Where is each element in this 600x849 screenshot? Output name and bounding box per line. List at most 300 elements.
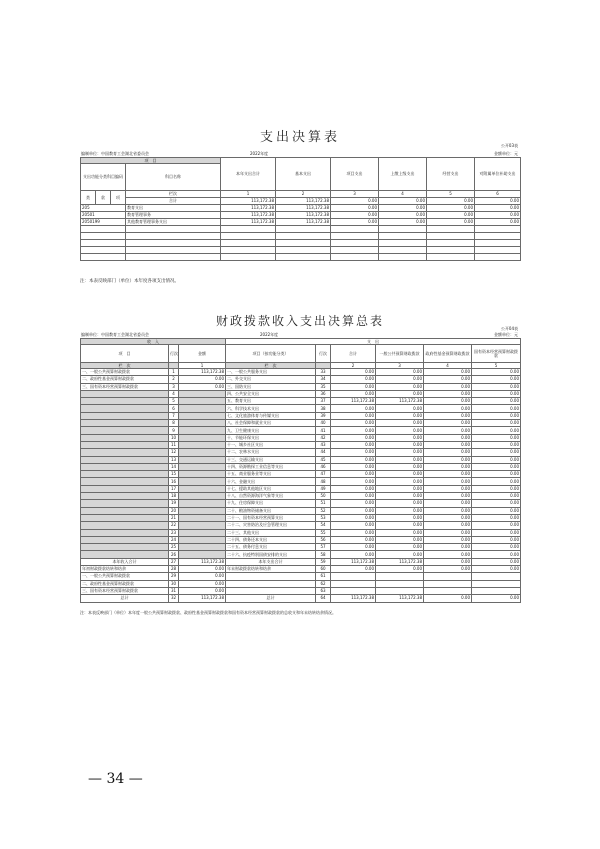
table-row — [81, 434, 521, 441]
fiscal-summary-table — [80, 338, 521, 603]
cell: 0.00 — [475, 205, 521, 212]
blank-cell — [81, 449, 169, 456]
blank-cell — [81, 514, 169, 521]
row-label: 栏次 — [126, 191, 221, 198]
expense-value: 0.00 — [331, 412, 376, 419]
expense-label: 十九、住房保障支出 — [226, 500, 316, 507]
row-no: 19 — [169, 500, 179, 507]
expense-value: 0.00 — [472, 507, 521, 514]
cell: 0.00 — [331, 219, 379, 226]
table-row — [81, 529, 521, 536]
row-no: 15 — [169, 471, 179, 478]
grand-total-label: 总计 — [81, 595, 169, 602]
blank-cell — [81, 536, 169, 543]
expense-label: 二十一、国有资本经营预算支出 — [226, 514, 316, 521]
col-fund: 政府性基金预算财政拨款 — [424, 345, 472, 363]
carry-out-value: 0.00 — [472, 566, 521, 573]
header-business: 经营支出 — [427, 158, 475, 191]
blank-cell — [179, 441, 226, 448]
expense-value: 0.00 — [376, 514, 424, 521]
row-no: 26 — [169, 551, 179, 558]
blank-cell — [81, 529, 169, 536]
row-no: 31 — [169, 587, 179, 594]
fiscal-summary-body — [81, 339, 521, 603]
expense-value: 0.00 — [424, 427, 472, 434]
cell: 0.00 — [331, 205, 379, 212]
blank-cell — [179, 456, 226, 463]
col-num: 5 — [472, 363, 521, 369]
expense-value: 0.00 — [376, 369, 424, 376]
expense-label: 一、一般公共服务支出 — [226, 369, 316, 376]
row-no: 58 — [316, 551, 331, 558]
carry-out-value — [331, 573, 376, 580]
year-label: 2022年度 — [260, 332, 279, 337]
expense-value: 0.00 — [331, 471, 376, 478]
expense-label: 二十二、灾害防治及应急管理支出 — [226, 522, 316, 529]
expense-value: 0.00 — [376, 449, 424, 456]
blank-cell — [179, 507, 226, 514]
carry-out-value — [472, 580, 521, 587]
cell: 113,172.38 — [221, 212, 276, 219]
table-note: 注：本表反映部门（单位）本年度一般公共预算财政拨款、政府性基金预算财政拨款和国有资本经营预算财政拨款的总收支和年末结转结余情况。 — [80, 610, 336, 615]
income-amount: 0.00 — [179, 383, 226, 390]
row-no: 13 — [169, 456, 179, 463]
col-amount: 金额 — [179, 345, 226, 363]
expense-value: 0.00 — [424, 544, 472, 551]
table-row — [81, 390, 521, 397]
expense-label: 三、国防支出 — [226, 383, 316, 390]
table-row — [81, 212, 521, 219]
expenditure-table-section — [80, 120, 520, 290]
expense-value: 0.00 — [331, 441, 376, 448]
header-upper: 上缴上级支出 — [379, 158, 427, 191]
expense-value: 0.00 — [472, 434, 521, 441]
row-no: 16 — [169, 478, 179, 485]
expense-value: 0.00 — [376, 420, 424, 427]
expense-value: 0.00 — [472, 420, 521, 427]
table-row — [81, 420, 521, 427]
blank-cell — [179, 434, 226, 441]
row-no: 39 — [316, 412, 331, 419]
expense-label: 十六、金融支出 — [226, 478, 316, 485]
expense-label: 二十三、其他支出 — [226, 529, 316, 536]
carry-out-label — [226, 580, 316, 587]
col-state: 国有资本经营预算财政拨款 — [472, 345, 521, 363]
table-row — [81, 493, 521, 500]
expense-value: 0.00 — [472, 376, 521, 383]
table-row — [81, 573, 521, 580]
cell: 113,172.38 — [276, 219, 331, 226]
expense-value: 0.00 — [331, 514, 376, 521]
row-no: 8 — [169, 420, 179, 427]
grand-total-value: 113,172.38 — [331, 595, 376, 602]
expense-value: 0.00 — [376, 544, 424, 551]
expense-value: 0.00 — [472, 405, 521, 412]
blank-cell — [81, 420, 169, 427]
expense-value: 0.00 — [424, 471, 472, 478]
grand-total-label: 总计 — [226, 595, 316, 602]
row-no: 51 — [316, 500, 331, 507]
expense-value: 0.00 — [472, 369, 521, 376]
row-no: 56 — [316, 536, 331, 543]
blank-cell — [81, 463, 169, 470]
expense-label: 十七、援助其他地区支出 — [226, 485, 316, 492]
row-no: 53 — [316, 514, 331, 521]
row-no: 2 — [169, 376, 179, 383]
unit-label: 编制单位：中国教育工会湖北省委员会 — [81, 151, 149, 156]
expense-value: 0.00 — [376, 427, 424, 434]
blank-cell — [179, 536, 226, 543]
blank-cell — [179, 522, 226, 529]
carry-out-label — [226, 587, 316, 594]
income-total-amount: 113,172.38 — [179, 558, 226, 565]
subject-name: 其他教育管理事务支出 — [126, 219, 221, 226]
row-no: 57 — [316, 544, 331, 551]
grand-total-value: 113,172.38 — [376, 595, 424, 602]
expense-value: 0.00 — [472, 390, 521, 397]
blank-cell — [81, 478, 169, 485]
expense-value: 0.00 — [424, 383, 472, 390]
carry-in-label: 年初财政拨款结转和结余 — [81, 566, 169, 573]
expense-value: 0.00 — [424, 369, 472, 376]
header-project: 项 目 — [81, 158, 221, 164]
expense-value: 0.00 — [331, 544, 376, 551]
subject-name: 教育管理事务 — [126, 212, 221, 219]
row-no: 9 — [169, 427, 179, 434]
expense-value: 0.00 — [376, 434, 424, 441]
cell: 0.00 — [331, 212, 379, 219]
blank-cell — [179, 427, 226, 434]
expense-value: 0.00 — [376, 412, 424, 419]
row-no: 25 — [169, 544, 179, 551]
expense-value: 0.00 — [331, 369, 376, 376]
expense-value: 0.00 — [376, 376, 424, 383]
col-num: 3 — [331, 191, 379, 198]
cell: 0.00 — [427, 205, 475, 212]
expense-label: 二十、粮油物资储备支出 — [226, 507, 316, 514]
expense-label: 二、外交支出 — [226, 376, 316, 383]
cell: 113,172.38 — [276, 212, 331, 219]
expense-label: 十五、商业服务业等支出 — [226, 471, 316, 478]
table-row — [81, 587, 521, 594]
row-no: 29 — [169, 573, 179, 580]
total-cell: 0.00 — [427, 198, 475, 205]
table-row — [81, 398, 521, 405]
header-project-exp: 项目支出 — [331, 158, 379, 191]
page-number: — 34 — — [88, 771, 143, 787]
cell: 0.00 — [475, 212, 521, 219]
expenditure-table — [80, 157, 521, 261]
blank-cell — [81, 500, 169, 507]
blank-cell — [179, 493, 226, 500]
expense-value: 0.00 — [331, 427, 376, 434]
expense-label: 六、科学技术支出 — [226, 405, 316, 412]
carry-in-amount: 0.00 — [179, 566, 226, 573]
cell: 0.00 — [427, 212, 475, 219]
row-no: 64 — [316, 595, 331, 602]
row-no: 24 — [169, 536, 179, 543]
blank-cell — [179, 514, 226, 521]
expense-value: 0.00 — [376, 522, 424, 529]
carry-out-value — [424, 587, 472, 594]
blank-cell — [81, 471, 169, 478]
expense-value: 0.00 — [472, 514, 521, 521]
row-no: 32 — [169, 595, 179, 602]
expense-value: 0.00 — [472, 485, 521, 492]
row-no: 59 — [316, 558, 331, 565]
table-row — [81, 441, 521, 448]
empty-row — [81, 240, 521, 247]
row-no: 44 — [316, 449, 331, 456]
carry-out-value — [331, 580, 376, 587]
expense-value: 0.00 — [472, 500, 521, 507]
money-unit: 金额单位：元 — [494, 151, 518, 156]
expense-label: 二十六、抗疫特别国债安排的支出 — [226, 551, 316, 558]
expense-label: 十、节能环保支出 — [226, 434, 316, 441]
header-total: 本年支出合计 — [221, 158, 276, 191]
expense-value: 0.00 — [331, 463, 376, 470]
expense-label: 五、教育支出 — [226, 398, 316, 405]
table-row — [81, 500, 521, 507]
blank-cell — [81, 427, 169, 434]
col-num: 4 — [424, 363, 472, 369]
total-label: 合计 — [126, 198, 221, 205]
carry-in-label: 一、一般公共预算财政拨款 — [81, 573, 169, 580]
row-no: 40 — [316, 420, 331, 427]
table-row — [81, 427, 521, 434]
blank-cell — [179, 449, 226, 456]
expense-value: 0.00 — [331, 536, 376, 543]
carry-in-label: 二、政府性基金预算财政拨款 — [81, 580, 169, 587]
total-cell: 0.00 — [379, 198, 427, 205]
header-subsidy: 对附属单位补助支出 — [475, 158, 521, 191]
expense-total-value: 0.00 — [472, 558, 521, 565]
expense-value: 0.00 — [472, 463, 521, 470]
row-no: 54 — [316, 522, 331, 529]
carry-in-label: 三、国有资本经营预算财政拨款 — [81, 587, 169, 594]
table-row — [81, 471, 521, 478]
expense-value: 0.00 — [424, 420, 472, 427]
carry-out-label: 年末财政拨款结转和结余 — [226, 566, 316, 573]
expenditure-table-title: 支出决算表 — [259, 130, 340, 145]
expense-value: 0.00 — [331, 478, 376, 485]
expense-label: 十四、资源勘探工业信息等支出 — [226, 463, 316, 470]
income-amount: 113,172.38 — [179, 369, 226, 376]
table-row — [81, 566, 521, 573]
cell: 0.00 — [379, 219, 427, 226]
cell: 0.00 — [379, 212, 427, 219]
cell: 113,172.38 — [276, 205, 331, 212]
subject-code: 20501 — [81, 212, 126, 219]
blank-cell — [179, 420, 226, 427]
expense-value: 0.00 — [331, 551, 376, 558]
carry-out-value: 0.00 — [331, 566, 376, 573]
expense-label: 八、社会保障和就业支出 — [226, 420, 316, 427]
expense-value: 0.00 — [472, 478, 521, 485]
total-cell: 113,172.38 — [221, 198, 276, 205]
expense-value: 0.00 — [331, 529, 376, 536]
expense-label: 二十五、债务付息支出 — [226, 544, 316, 551]
row-no: 3 — [169, 383, 179, 390]
expense-value: 0.00 — [331, 434, 376, 441]
header-func-class: 支出功能分类科目编码 — [81, 164, 126, 191]
income-label: 二、政府性基金预算财政拨款 — [81, 376, 169, 383]
carry-in-amount: 0.00 — [179, 573, 226, 580]
expense-label: 四、公共安全支出 — [226, 390, 316, 397]
table-row — [81, 478, 521, 485]
row-no: 35 — [316, 383, 331, 390]
expense-label: 十一、城乡社区支出 — [226, 441, 316, 448]
expense-value: 0.00 — [424, 536, 472, 543]
expense-value: 0.00 — [424, 405, 472, 412]
blank-cell — [179, 398, 226, 405]
expense-value: 0.00 — [472, 383, 521, 390]
expense-value: 0.00 — [472, 456, 521, 463]
carry-in-amount: 0.00 — [179, 580, 226, 587]
empty-row — [81, 233, 521, 240]
expense-value: 0.00 — [331, 405, 376, 412]
expense-value: 0.00 — [331, 522, 376, 529]
expense-value: 0.00 — [424, 500, 472, 507]
expense-value: 0.00 — [376, 405, 424, 412]
expense-value: 0.00 — [424, 376, 472, 383]
expense-label: 七、文化旅游体育与传媒支出 — [226, 412, 316, 419]
expense-total-value: 0.00 — [424, 558, 472, 565]
blank-cell — [81, 522, 169, 529]
expense-value: 0.00 — [472, 398, 521, 405]
expense-label: 十二、农林水支出 — [226, 449, 316, 456]
blank-cell — [81, 493, 169, 500]
row-no: 55 — [316, 529, 331, 536]
total-cell: 0.00 — [331, 198, 379, 205]
blank-cell — [179, 405, 226, 412]
form-code: 公开03表 — [500, 143, 518, 148]
expense-value: 0.00 — [424, 390, 472, 397]
empty-row — [81, 247, 521, 254]
expense-value: 0.00 — [424, 493, 472, 500]
expense-value: 0.00 — [331, 449, 376, 456]
blank-cell — [81, 405, 169, 412]
col-num: 2 — [331, 363, 376, 369]
row-no: 60 — [316, 566, 331, 573]
row-no: 10 — [169, 434, 179, 441]
blank-cell — [179, 500, 226, 507]
header-basic: 基本支出 — [276, 158, 331, 191]
subject-name: 教育支出 — [126, 205, 221, 212]
row-no: 21 — [169, 514, 179, 521]
col-num: 1 — [179, 363, 226, 369]
expense-value: 0.00 — [331, 485, 376, 492]
expense-value: 0.00 — [376, 507, 424, 514]
expense-value: 0.00 — [472, 529, 521, 536]
expense-value: 0.00 — [472, 536, 521, 543]
table-row — [81, 405, 521, 412]
header-kuan: 款 — [96, 191, 111, 205]
expense-value: 0.00 — [472, 449, 521, 456]
table-row — [81, 369, 521, 376]
blank-cell — [179, 412, 226, 419]
expense-value: 0.00 — [331, 376, 376, 383]
expense-total-value: 113,172.38 — [331, 558, 376, 565]
expense-value: 0.00 — [472, 493, 521, 500]
expense-value: 0.00 — [331, 493, 376, 500]
col-row-no: 行次 — [316, 345, 331, 363]
row-no: 23 — [169, 529, 179, 536]
table-row — [81, 514, 521, 521]
row-no: 62 — [316, 580, 331, 587]
expense-value: 0.00 — [424, 529, 472, 536]
income-label: 一、一般公共预算财政拨款 — [81, 369, 169, 376]
blank-cell — [81, 507, 169, 514]
blank-cell — [81, 485, 169, 492]
expense-value: 0.00 — [376, 478, 424, 485]
row-no: 52 — [316, 507, 331, 514]
col-row-no: 行次 — [169, 345, 179, 363]
blank-cell — [179, 529, 226, 536]
expense-value: 0.00 — [424, 456, 472, 463]
expense-value: 0.00 — [424, 514, 472, 521]
expense-value: 0.00 — [472, 544, 521, 551]
row-no: 6 — [169, 405, 179, 412]
table-row — [81, 383, 521, 390]
expense-label: 十三、交通运输支出 — [226, 456, 316, 463]
expense-label: 十八、自然资源海洋气象等支出 — [226, 493, 316, 500]
blank-cell — [179, 485, 226, 492]
table-note: 注：本表反映部门（单位）本年度各项支出情况。 — [80, 279, 179, 284]
blank-cell — [81, 441, 169, 448]
table-row — [81, 376, 521, 383]
row-no: 17 — [169, 485, 179, 492]
row-no: 41 — [316, 427, 331, 434]
income-header: 收 入 — [81, 339, 226, 345]
table-row — [81, 536, 521, 543]
blank-cell — [81, 398, 169, 405]
carry-out-value — [472, 587, 521, 594]
expense-value: 0.00 — [424, 522, 472, 529]
col-item: 项 目 — [81, 345, 169, 363]
table-row — [81, 580, 521, 587]
total-cell: 0.00 — [475, 198, 521, 205]
empty-row — [81, 226, 521, 233]
row-no: 22 — [169, 522, 179, 529]
carry-out-value — [424, 580, 472, 587]
subject-code: 2050199 — [81, 219, 126, 226]
expense-value: 0.00 — [376, 390, 424, 397]
table-row — [81, 412, 521, 419]
expense-value: 0.00 — [331, 383, 376, 390]
name-label: 栏 次 — [81, 363, 169, 369]
cell: 0.00 — [379, 205, 427, 212]
expense-value: 0.00 — [424, 478, 472, 485]
row-no: 28 — [169, 566, 179, 573]
table-row — [81, 463, 521, 470]
expense-total-value: 113,172.38 — [376, 558, 424, 565]
expense-value: 0.00 — [424, 507, 472, 514]
expense-value: 0.00 — [424, 434, 472, 441]
expense-value: 0.00 — [376, 456, 424, 463]
expense-value: 0.00 — [472, 412, 521, 419]
expense-value: 0.00 — [331, 456, 376, 463]
col-item-func: 项目（按功能分类） — [226, 345, 316, 363]
carry-out-value — [376, 587, 424, 594]
blank-cell — [81, 434, 169, 441]
row-no: 63 — [316, 587, 331, 594]
income-total-label: 本年收入合计 — [81, 558, 169, 565]
name-label: 栏 次 — [226, 363, 316, 369]
expense-value: 0.00 — [376, 383, 424, 390]
row-no: 49 — [316, 485, 331, 492]
table-row — [81, 507, 521, 514]
